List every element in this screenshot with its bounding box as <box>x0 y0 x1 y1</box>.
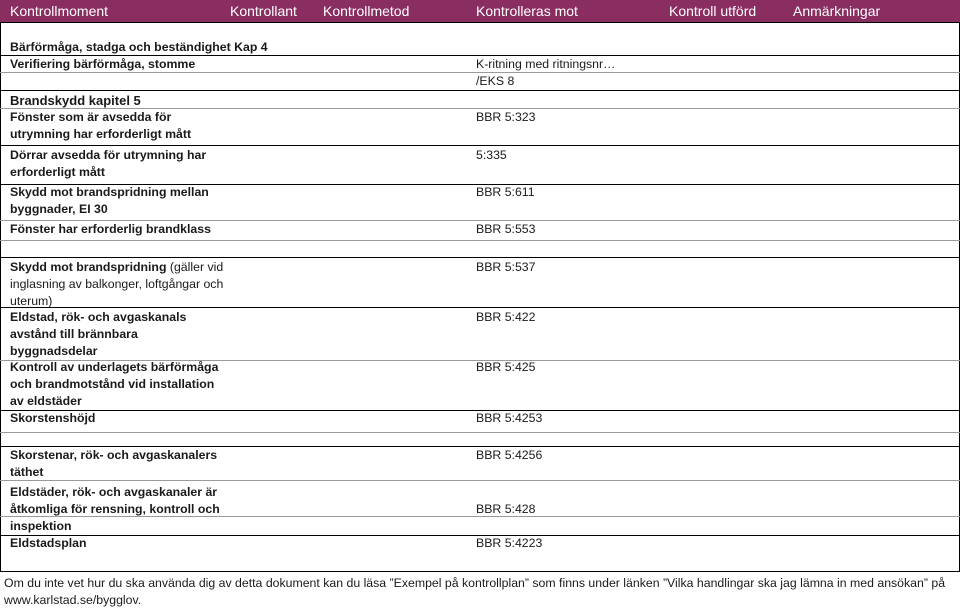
row-verifiering-against-eks: /EKS 8 <box>476 74 515 88</box>
row-fonster-brandklass-against: BBR 5:553 <box>476 222 536 236</box>
column-header-anmarkningar: Anmärkningar <box>793 3 881 19</box>
row-tathet-moment: Skorstenar, rök- och avgaskanalers täthet <box>10 448 218 479</box>
footer-text: Om du inte vet hur du ska använda dig av detta dokument kan du läsa ”Exempel på kontrollplan” som finns under länken ”Vilka handlingar ska jag lämna in med ansökan” på www.karlstad.se/bygglov. <box>4 576 946 607</box>
row-brandskydd-heading: Brandskydd kapitel 5 <box>10 93 141 108</box>
footer-note <box>0 573 960 610</box>
row-atkomliga-moment: Eldstäder, rök- och avgaskanaler är åtkomliga för rensning, kontroll och inspektion <box>10 485 220 533</box>
row-underlag-barformaga-against: BBR 5:425 <box>476 360 536 374</box>
row-skydd-byggnader-against: BBR 5:611 <box>476 185 535 199</box>
row-dorrar-utrymning-moment: Dörrar avsedda för utrymning har erforderligt mått <box>10 148 207 179</box>
row-barformaga-heading: Bärförmåga, stadga och beständighet Kap 4 <box>10 40 268 54</box>
row-underlag-barformaga-moment: Kontroll av underlagets bärförmåga och brandmotstånd vid installation av eldstäder <box>10 360 219 408</box>
row-eldstad-avstand-against: BBR 5:422 <box>476 310 536 324</box>
row-fonster-brandklass-moment: Fönster har erforderlig brandklass <box>10 222 211 236</box>
column-header-kontrolleras-mot: Kontrolleras mot <box>476 3 578 19</box>
control-plan-table <box>0 22 960 572</box>
row-verifiering-against: K-ritning med ritningsnr… <box>476 57 616 71</box>
row-skydd-inglasning-moment <box>10 259 225 310</box>
row-skydd-inglasning-rest: (gäller vid inglasning av balkonger, loftgångar och uterum) <box>10 260 224 308</box>
row-skydd-inglasning-bold: Skydd mot brandspridning <box>10 260 167 274</box>
row-fonster-utrymning-against: BBR 5:323 <box>476 110 536 124</box>
row-eldstad-avstand-moment: Eldstad, rök- och avgaskanals avstånd till brännbara byggnadsdelar <box>10 310 187 358</box>
row-dorrar-utrymning-against: 5:335 <box>476 148 507 162</box>
table-header <box>0 0 960 22</box>
column-header-kontroll-utford: Kontroll utförd <box>669 3 757 19</box>
row-fonster-utrymning-moment: Fönster som är avsedda för utrymning har erforderligt mått <box>10 110 192 141</box>
column-header-kontrollmetod: Kontrollmetod <box>323 3 410 19</box>
row-skydd-inglasning-against: BBR 5:537 <box>476 260 536 274</box>
row-verifiering-moment: Verifiering bärförmåga, stomme <box>10 57 196 71</box>
row-skorstenshojd-against: BBR 5:4253 <box>476 411 543 425</box>
row-tathet-against: BBR 5:4256 <box>476 448 543 462</box>
column-header-kontrollant: Kontrollant <box>230 3 297 19</box>
column-header-kontrollmoment: Kontrollmoment <box>10 3 109 19</box>
row-eldstadsplan-moment: Eldstadsplan <box>10 536 87 550</box>
row-atkomliga-against: BBR 5:428 <box>476 502 536 516</box>
row-eldstadsplan-against: BBR 5:4223 <box>476 536 543 550</box>
row-skydd-byggnader-moment: Skydd mot brandspridning mellan byggnader, EI 30 <box>10 185 209 216</box>
row-skorstenshojd-moment: Skorstenshöjd <box>10 411 96 425</box>
